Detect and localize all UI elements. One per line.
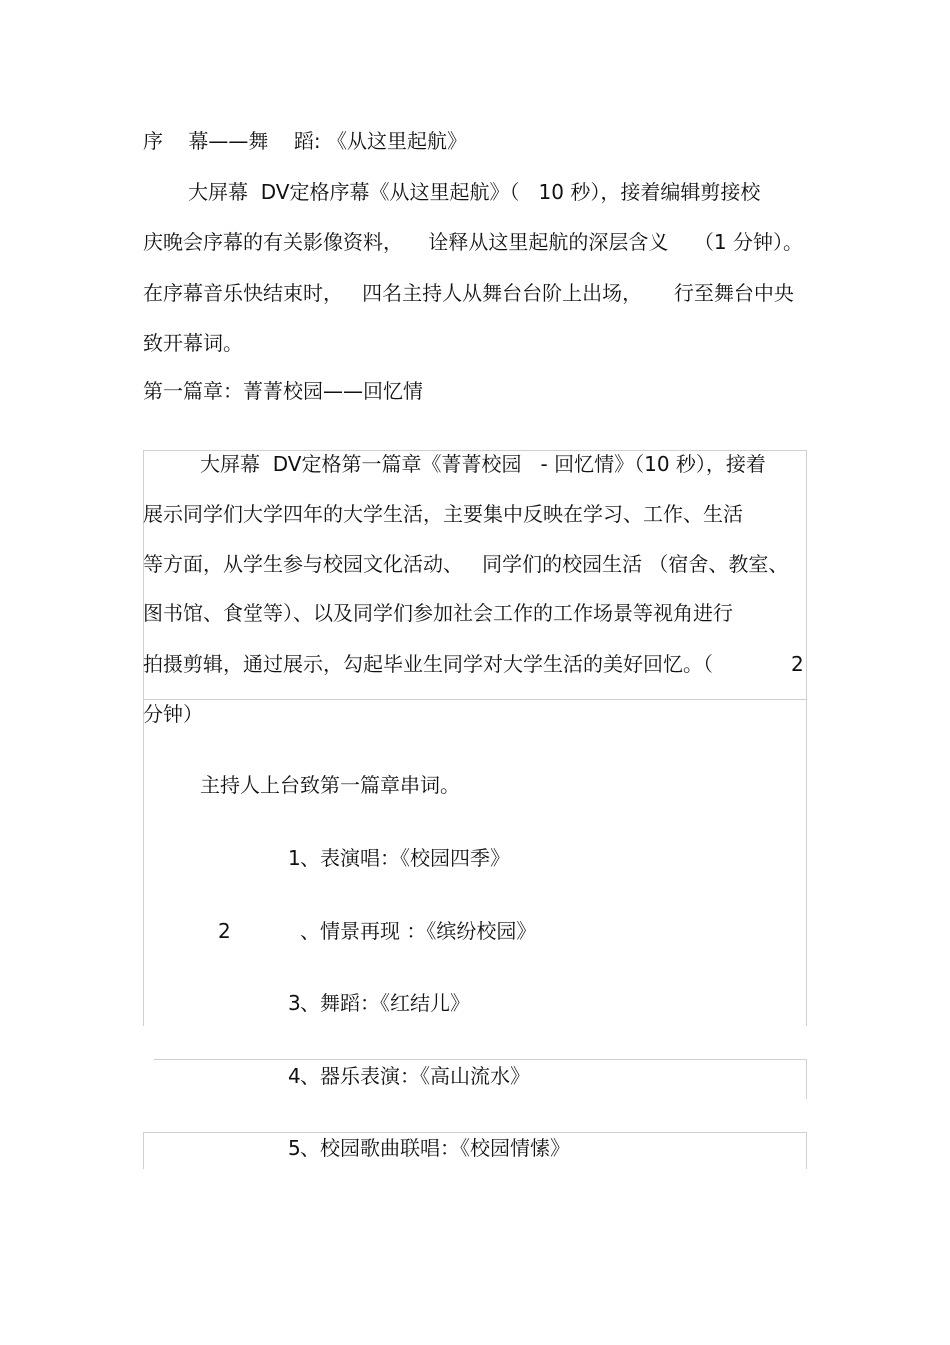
prelude-line-2: 庆晚会序幕的有关影像资料， 诠释从这里起航的深层含义 （1 分钟）。 [143, 230, 803, 254]
program-item-3-text: 、舞蹈：《红结儿》 [300, 991, 470, 1015]
chapter1-line-3: 等方面，从学生参与校园文化活动、 同学们的校园生活 （宿舍、教室、 [143, 552, 789, 576]
program-item-3-number: 3 [288, 991, 301, 1015]
table-border-left [143, 450, 144, 1026]
table-border-row-4-top [154, 1059, 807, 1060]
chapter1-line-2: 展示同学们大学四年的大学生活，主要集中反映在学习、工作、生活 [143, 502, 743, 526]
chapter1-line-5-number: 2 [791, 652, 804, 676]
prelude-line-1: 大屏幕 DV定格序幕《从这里起航》（ 10 秒），接着编辑剪接校 [188, 180, 761, 204]
table-border-row-5-top [143, 1132, 807, 1133]
table-border-right [806, 450, 807, 1026]
program-item-5-number: 5 [288, 1136, 301, 1160]
chapter1-line-4: 图书馆、食堂等）、以及同学们参加社会工作的工作场景等视角进行 [143, 601, 733, 625]
table-border-row [143, 699, 807, 700]
chapter1-line-6: 分钟） [143, 702, 203, 726]
program-item-2-text: 、情景再现 ：《缤纷校园》 [300, 919, 537, 943]
table-border-top [143, 450, 807, 451]
program-item-4-number: 4 [288, 1064, 301, 1088]
program-item-2-number: 2 [218, 919, 231, 943]
host-line: 主持人上台致第一篇章串词。 [200, 773, 460, 797]
program-item-5-text: 、校园歌曲联唱：《校园情愫》 [300, 1136, 570, 1160]
chapter1-line-1: 大屏幕 DV定格第一篇章《菁菁校园 - 回忆情》（10 秒），接着 [200, 452, 766, 476]
program-item-1-number: 1 [288, 846, 301, 870]
prelude-line-4: 致开幕词。 [143, 331, 243, 355]
prelude-heading: 序 幕——舞 蹈: 《从这里起航》 [143, 129, 467, 153]
program-item-1-text: 、表演唱：《校园四季》 [300, 846, 510, 870]
table-border-row-5-left [143, 1132, 144, 1169]
chapter1-line-5: 拍摄剪辑，通过展示，勾起毕业生同学对大学生活的美好回忆。（ [143, 652, 713, 676]
table-border-row-5-right [806, 1132, 807, 1169]
prelude-line-3: 在序幕音乐快结束时， 四名主持人从舞台台阶上出场， 行至舞台中央 [143, 281, 794, 305]
table-border-row-4-right [806, 1059, 807, 1099]
program-item-4-text: 、器乐表演：《高山流水》 [300, 1064, 530, 1088]
chapter1-heading: 第一篇章：菁菁校园——回忆情 [143, 379, 423, 403]
